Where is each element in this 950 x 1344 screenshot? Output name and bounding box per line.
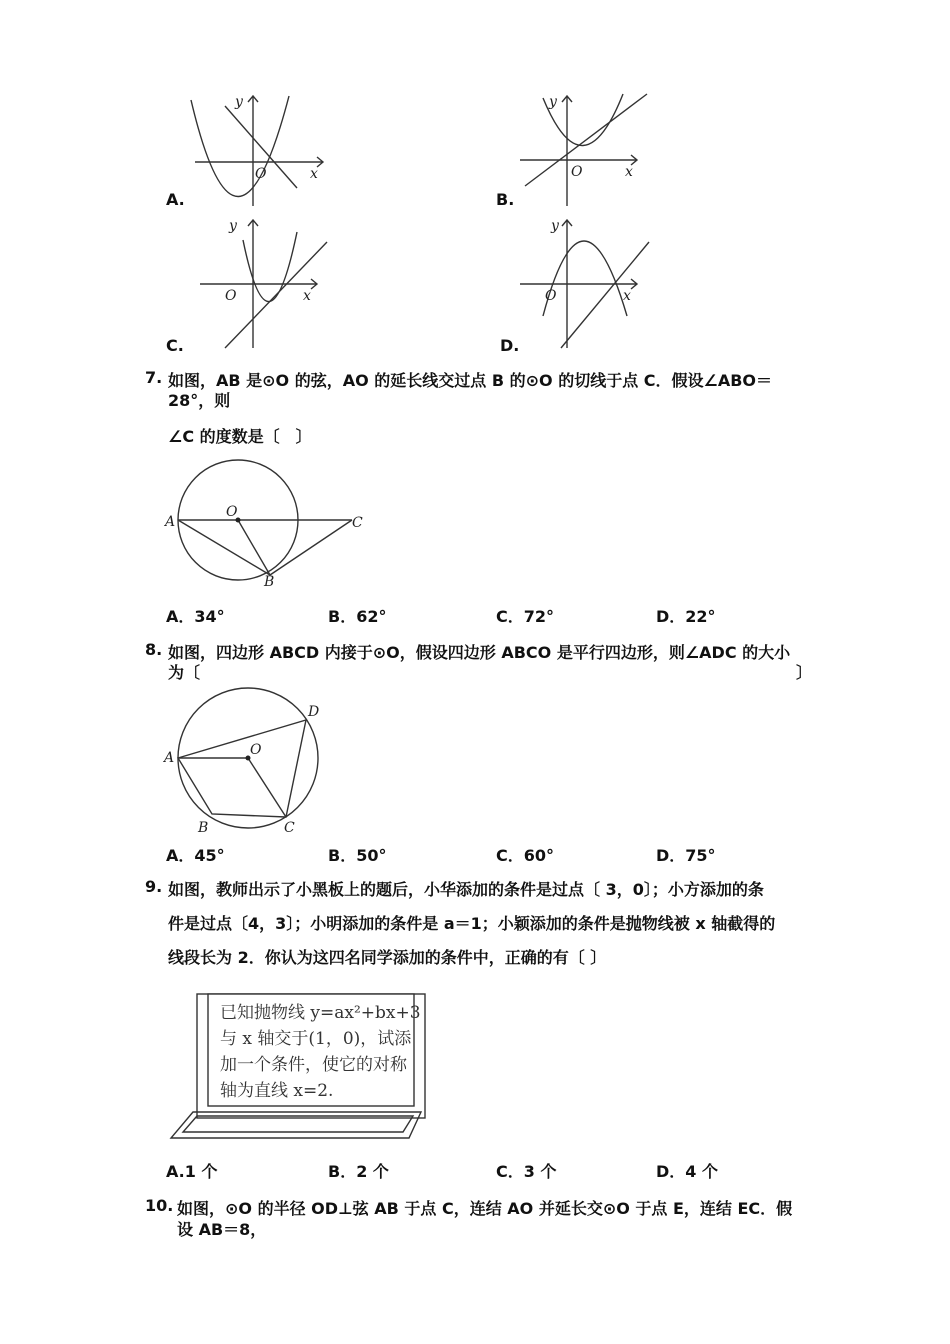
label-d: D xyxy=(308,704,320,720)
option-c-label: C. xyxy=(166,336,184,355)
q7-choice-a: A．34° xyxy=(166,607,225,626)
q9-number: 9. xyxy=(145,877,163,896)
label-b: B xyxy=(264,574,275,590)
segment-oc xyxy=(248,758,286,817)
axis-y-label: y xyxy=(551,218,559,234)
option-d-label: D. xyxy=(500,336,520,355)
board-line-2: 与 x 轴交于(1，0)，试添 xyxy=(220,1029,412,1049)
q7-choice-d: D．22° xyxy=(656,607,716,626)
q9-choice-b: B．2 个 xyxy=(328,1162,389,1181)
parabola xyxy=(243,232,297,302)
origin-label: O xyxy=(225,288,237,304)
label-o: O xyxy=(250,742,262,758)
label-a: A xyxy=(165,514,176,530)
graph-d xyxy=(515,212,665,352)
chord-ab xyxy=(178,520,270,575)
axis-y-label: y xyxy=(229,218,237,234)
option-a-label: A. xyxy=(166,190,185,209)
q8-stem-line1: 如图，四边形 ABCD 内接于⊙O，假设四边形 ABCO 是平行四边形，则∠ADC 的大小 xyxy=(168,643,791,662)
q7-figure xyxy=(160,455,380,595)
axis-x-label: x xyxy=(625,164,633,180)
q8-choice-a: A．45° xyxy=(166,846,225,865)
q9-stem-line3: 线段长为 2．你认为这四名同学添加的条件中，正确的有〔 〕 xyxy=(168,948,607,967)
q10-number: 10. xyxy=(145,1196,174,1215)
quadrilateral-abcd xyxy=(178,720,306,817)
axis-x-label: x xyxy=(623,288,631,304)
q9-choice-a: A.1 个 xyxy=(166,1162,218,1181)
q8-figure xyxy=(160,682,340,842)
origin-label: O xyxy=(255,166,267,182)
q9-choice-c: C．3 个 xyxy=(496,1162,557,1181)
q9-stem-line2: 件是过点〔4，3〕；小明添加的条件是 a＝1；小颖添加的条件是抛物线被 x 轴截得的 xyxy=(168,914,776,933)
q8-stem-line2-left: 为〔 xyxy=(168,663,201,682)
label-o: O xyxy=(226,504,238,520)
origin-label: O xyxy=(571,164,583,180)
option-b-label: B. xyxy=(496,190,515,209)
axis-y-label: y xyxy=(549,94,557,110)
q9-stem-line1: 如图，教师出示了小黑板上的题后，小华添加的条件是过点〔 3，0〕；小方添加的条 xyxy=(168,880,764,899)
q8-choice-b: B．50° xyxy=(328,846,387,865)
label-b: B xyxy=(198,820,209,836)
q8-choice-d: D．75° xyxy=(656,846,716,865)
q8-choice-c: C．60° xyxy=(496,846,555,865)
board-content xyxy=(220,1000,421,1104)
label-a: A xyxy=(164,750,175,766)
q9-choice-d: D．4 个 xyxy=(656,1162,718,1181)
parabola xyxy=(191,96,289,197)
q7-stem-line2: 28°，则 xyxy=(168,391,231,410)
q7-choice-c: C．72° xyxy=(496,607,555,626)
tangent-bc xyxy=(270,520,352,575)
axis-x-label: x xyxy=(310,166,318,182)
q7-number: 7. xyxy=(145,368,163,387)
q7-stem-line3: ∠C 的度数是〔 〕 xyxy=(168,427,312,446)
parabola xyxy=(543,241,627,316)
board-line-1: 已知抛物线 y=ax²+bx+3 xyxy=(220,1003,421,1023)
q7-choice-b: B．62° xyxy=(328,607,387,626)
graph-b xyxy=(515,90,665,210)
q10-stem-line1: 如图，⊙O 的半径 OD⊥弦 AB 于点 C，连结 AO 并延长交⊙O 于点 E，连结 EC．假 xyxy=(177,1199,793,1218)
board-line-3: 加一个条件，使它的对称 xyxy=(220,1055,407,1075)
origin-label: O xyxy=(545,288,557,304)
radius-ob xyxy=(238,520,270,575)
graph-c xyxy=(195,212,345,352)
axis-x-label: x xyxy=(303,288,311,304)
q8-number: 8. xyxy=(145,640,163,659)
board-line-4: 轴为直线 x=2. xyxy=(220,1081,334,1101)
graph-a xyxy=(185,90,335,210)
q10-stem-line2: 设 AB＝8， xyxy=(177,1220,267,1239)
axis-y-label: y xyxy=(235,94,243,110)
label-c: C xyxy=(352,515,363,531)
q7-stem-line1: 如图，AB 是⊙O 的弦，AO 的延长线交过点 B 的⊙O 的切线于点 C．假设∠ABO＝ xyxy=(168,371,773,390)
line xyxy=(225,242,327,348)
q8-stem-line2-right: 〕 xyxy=(796,663,813,682)
line xyxy=(561,242,649,348)
label-c: C xyxy=(284,820,295,836)
